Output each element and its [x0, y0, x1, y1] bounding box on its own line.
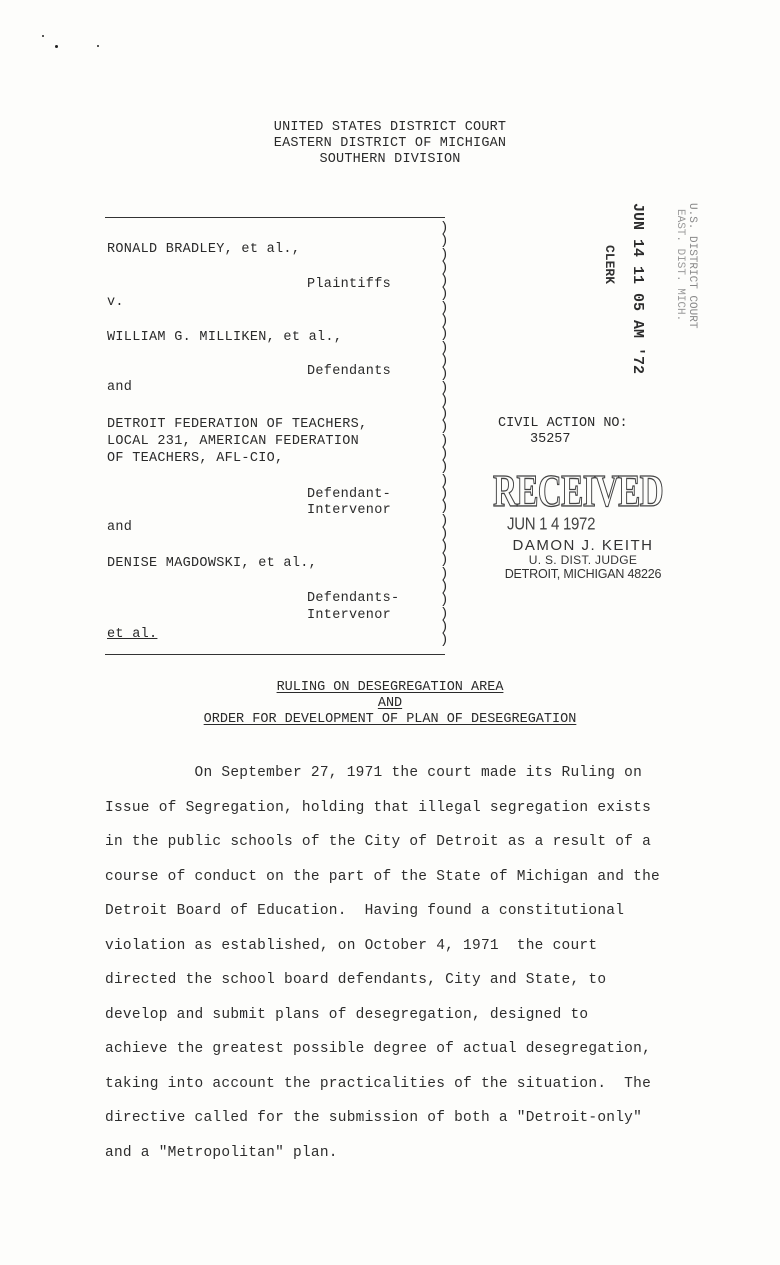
caption-paren-column: ) ) ) ) ) ) ) ) ) ) ) ) ) ) ) ) ) ) ) ) ) ) ) ) ) ) ) ) ) ) ) ): [440, 220, 449, 649]
clerk-filing-stamp: [598, 195, 708, 375]
body-line: achieve the greatest possible degree of actual desegregation,: [105, 1041, 652, 1057]
court-name: UNITED STATES DISTRICT COURT: [273, 120, 507, 135]
intervenor-1-line-3: OF TEACHERS, AFL-CIO,: [107, 451, 284, 466]
court-district: EASTERN DISTRICT OF MICHIGAN: [273, 136, 507, 151]
intervenor-1-role-2: Intervenor: [307, 503, 392, 518]
civil-action-label: CIVIL ACTION NO:: [498, 416, 628, 431]
plaintiff-role: Plaintiffs: [307, 277, 392, 292]
caption-top-rule: [105, 217, 445, 218]
clerk-stamp-date: JUN 14 11 05 AM '72: [629, 203, 646, 375]
et-al: et al.: [107, 627, 158, 642]
clerk-stamp-district: EAST. DIST. MICH.: [674, 209, 686, 322]
caption-bottom-rule: [105, 654, 445, 655]
defendant-name: WILLIAM G. MILLIKEN, et al.,: [107, 330, 343, 345]
judge-location: DETROIT, MICHIGAN 48226: [504, 567, 662, 581]
court-division: SOUTHERN DIVISION: [319, 152, 461, 167]
judge-name: DAMON J. KEITH: [512, 537, 654, 554]
body-line: taking into account the practicalities of the situation. The: [105, 1075, 652, 1092]
clerk-stamp-clerk: CLERK: [602, 245, 617, 285]
scan-speck: [55, 45, 58, 48]
body-line: directed the school board defendants, City and State, to: [105, 972, 607, 988]
and-2: and: [107, 520, 133, 535]
body-line: Detroit Board of Education. Having found a constitutional: [105, 903, 625, 919]
defendant-role: Defendants: [307, 364, 392, 379]
scan-speck: [97, 45, 99, 47]
received-date: JUN 1 4 1972: [507, 514, 596, 535]
court-header: [0, 120, 780, 168]
judge-block: [498, 537, 668, 581]
and-1: and: [107, 380, 133, 395]
body-line: violation as established, on October 4, 1971 the court: [105, 937, 598, 954]
intervenor-2-role-1: Defendants-: [307, 591, 400, 606]
body-line: directive called for the submission of both a "Detroit-only": [105, 1110, 643, 1126]
body-line: On September 27, 1971 the court made its Ruling on: [105, 765, 643, 781]
ruling-title-line-1: RULING ON DESEGREGATION AREA: [276, 680, 504, 695]
body-line: course of conduct on the part of the State of Michigan and the: [105, 868, 660, 885]
intervenor-2-role-2: Intervenor: [307, 608, 392, 623]
ruling-title-line-3: ORDER FOR DEVELOPMENT OF PLAN OF DESEGREGATION: [203, 712, 577, 727]
body-line: Issue of Segregation, holding that illegal segregation exists: [105, 799, 652, 816]
received-stamp-word: RECEIVED: [493, 465, 663, 516]
body-line: in the public schools of the City of Detroit as a result of a: [105, 834, 652, 850]
body-line: and a "Metropolitan" plan.: [105, 1144, 338, 1161]
intervenor-1-role-1: Defendant-: [307, 487, 392, 502]
ruling-title-line-2: AND: [377, 696, 403, 711]
body-line: develop and submit plans of desegregation, designed to: [105, 1006, 589, 1023]
received-stamp: [490, 462, 666, 516]
ruling-title: [0, 680, 780, 728]
intervenor-2-name: DENISE MAGDOWSKI, et al.,: [107, 556, 318, 571]
intervenor-1-line-2: LOCAL 231, AMERICAN FEDERATION: [107, 434, 360, 449]
body-paragraph: [105, 756, 685, 1170]
plaintiff-name: RONALD BRADLEY, et al.,: [107, 242, 301, 257]
civil-action-number: 35257: [530, 432, 571, 447]
intervenor-1-line-1: DETROIT FEDERATION OF TEACHERS,: [107, 417, 368, 432]
clerk-stamp-court: U.S. DISTRICT COURT: [686, 203, 698, 329]
judge-title: U. S. DIST. JUDGE: [528, 553, 638, 567]
scan-speck: [42, 35, 44, 37]
versus: v.: [107, 295, 124, 310]
